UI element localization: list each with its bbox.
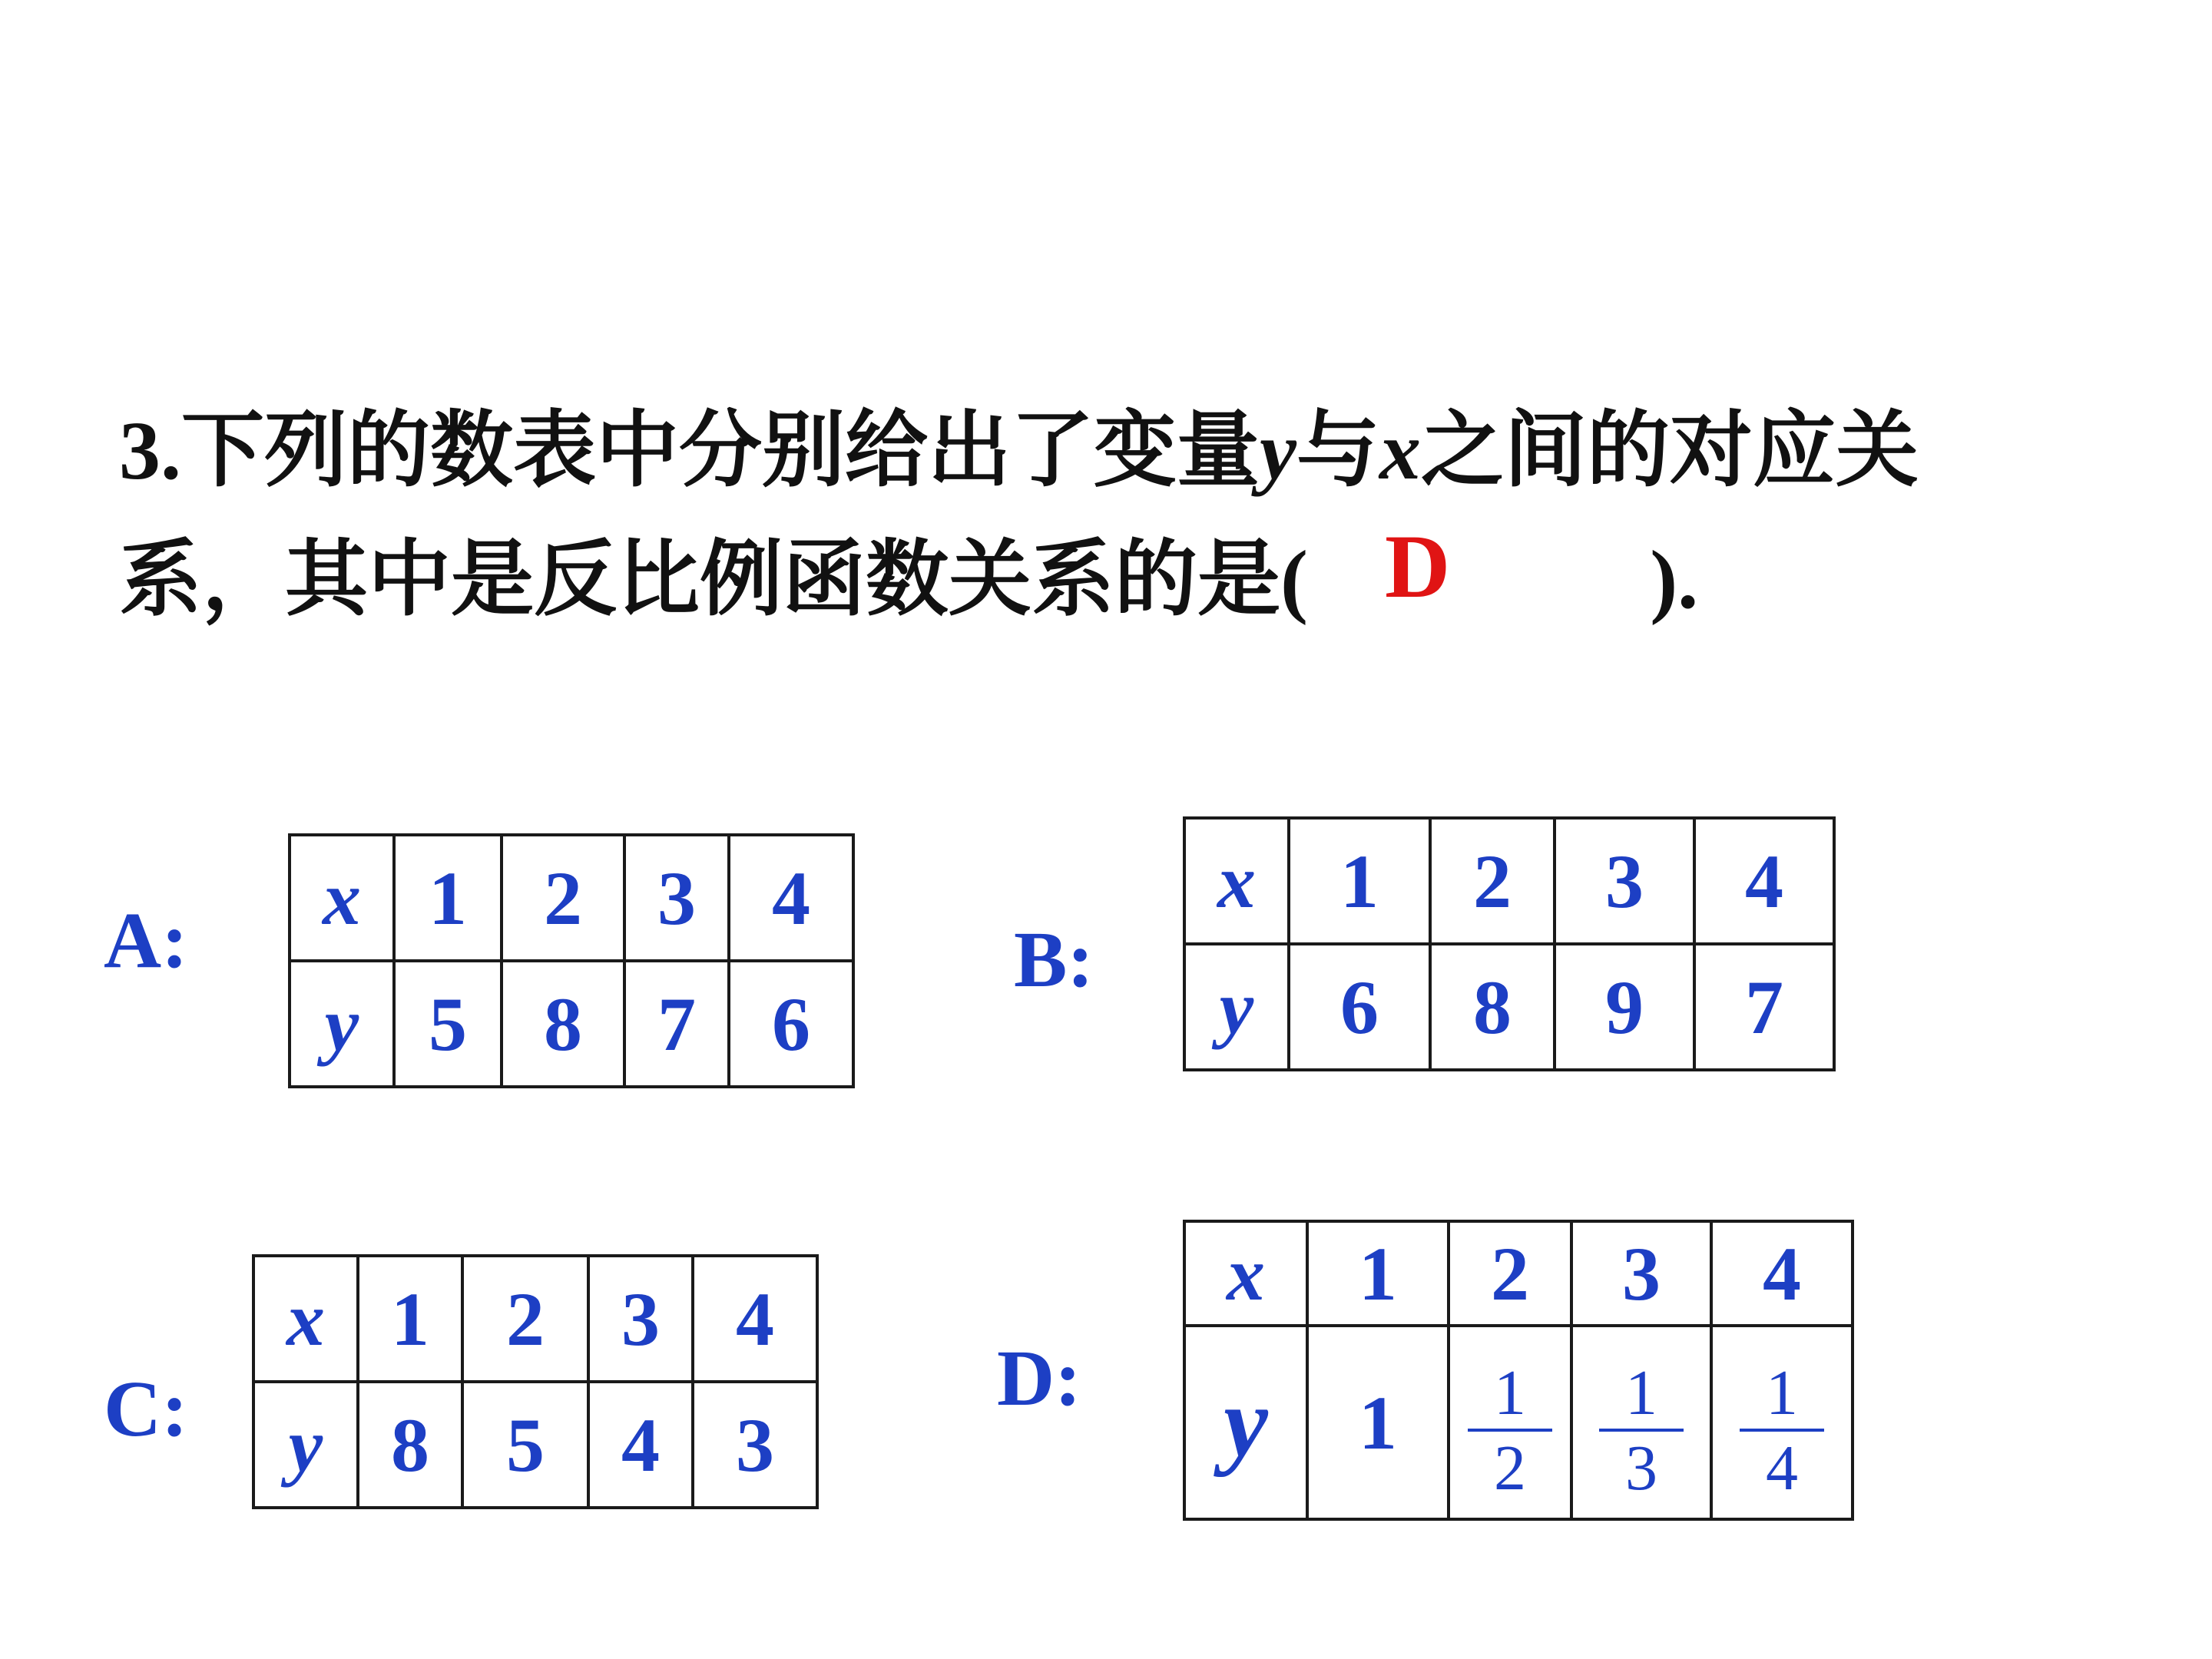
x-value-cell: 1 [358,1256,462,1382]
table-row-x [290,835,853,961]
fraction [1740,1357,1824,1504]
fraction-numerator: 1 [1625,1357,1657,1429]
x-header-cell: x [1184,818,1289,944]
y-value-cell: 5 [462,1382,588,1508]
y-header-cell: y [1184,944,1289,1070]
fraction-bar [1468,1429,1552,1432]
table-row-x [253,1256,817,1382]
x-value-cell: 2 [502,835,624,961]
answer-text: D [1384,516,1451,617]
x-header-cell: x [253,1256,358,1382]
x-value-cell: 2 [462,1256,588,1382]
y-value-cell: 4 [588,1382,693,1508]
y-value-cell: 7 [1694,944,1834,1070]
fraction [1599,1357,1684,1504]
x-value-cell: 4 [693,1256,817,1382]
y-value-cell: 3 [693,1382,817,1508]
table-row-y [1184,1326,1853,1519]
option-c-table [252,1254,819,1509]
y-fraction-cell [1571,1326,1711,1519]
question-line-2-text: 系，其中是反比例函数关系的是 [119,531,1281,628]
x-header-cell: x [290,835,394,961]
y-header-cell: y [290,961,394,1087]
option-c-label[interactable]: C: [104,1365,188,1453]
x-value-cell: 4 [729,835,853,961]
option-b-table [1183,816,1836,1071]
table-row-y [253,1382,817,1508]
y-value-cell: 5 [394,961,502,1087]
option-a-table [288,833,855,1088]
y-fraction-cell [1449,1326,1571,1519]
x-value-cell: 3 [1571,1221,1711,1326]
fraction-denominator: 4 [1766,1432,1798,1504]
fraction [1468,1357,1552,1504]
question-part-1: 下列的数表中分别给出了变量 [181,402,1260,498]
y-value-cell: 9 [1555,944,1694,1070]
open-paren: ( [1280,535,1308,626]
x-value-cell: 1 [394,835,502,961]
table-row-y [1184,944,1834,1070]
question-line-1 [119,388,2116,515]
y-value-cell: 1 [1307,1326,1449,1519]
fraction-denominator: 3 [1625,1432,1657,1504]
fraction-numerator: 1 [1766,1357,1798,1429]
option-b-label[interactable]: B: [1014,916,1094,1004]
var-x: x [1379,406,1421,497]
table-row-x [1184,1221,1853,1326]
y-value-cell: 6 [1289,944,1430,1070]
x-value-cell: 3 [624,835,729,961]
question-text [119,388,2116,644]
fraction-bar [1599,1429,1684,1432]
close-paren: ). [1650,535,1699,626]
x-value-cell: 3 [588,1256,693,1382]
fraction-bar [1740,1429,1824,1432]
option-a-label[interactable]: A: [104,896,188,985]
y-value-cell: 8 [1430,944,1555,1070]
x-value-cell: 1 [1289,818,1430,944]
table-row-x [1184,818,1834,944]
fraction-denominator: 2 [1494,1432,1526,1504]
fraction-numerator: 1 [1494,1357,1526,1429]
x-value-cell: 2 [1449,1221,1571,1326]
x-value-cell: 4 [1711,1221,1853,1326]
table-row-y [290,961,853,1087]
x-value-cell: 2 [1430,818,1555,944]
option-d-table [1183,1220,1854,1521]
y-value-cell: 8 [502,961,624,1087]
question-part-2: 与 [1296,402,1379,498]
x-value-cell: 3 [1555,818,1694,944]
x-header-cell: x [1184,1221,1307,1326]
y-value-cell: 6 [729,961,853,1087]
option-d-label[interactable]: D: [997,1334,1081,1422]
question-number: 3. [119,406,181,497]
x-value-cell: 1 [1307,1221,1449,1326]
y-fraction-cell [1711,1326,1853,1519]
question-part-3: 之间的对应关 [1420,402,1919,498]
var-y: y [1260,406,1296,497]
x-value-cell: 4 [1694,818,1834,944]
y-value-cell: 8 [358,1382,462,1508]
y-header-cell: y [1184,1326,1307,1519]
y-value-cell: 7 [624,961,729,1087]
question-line-2 [119,515,2116,644]
y-header-cell: y [253,1382,358,1508]
